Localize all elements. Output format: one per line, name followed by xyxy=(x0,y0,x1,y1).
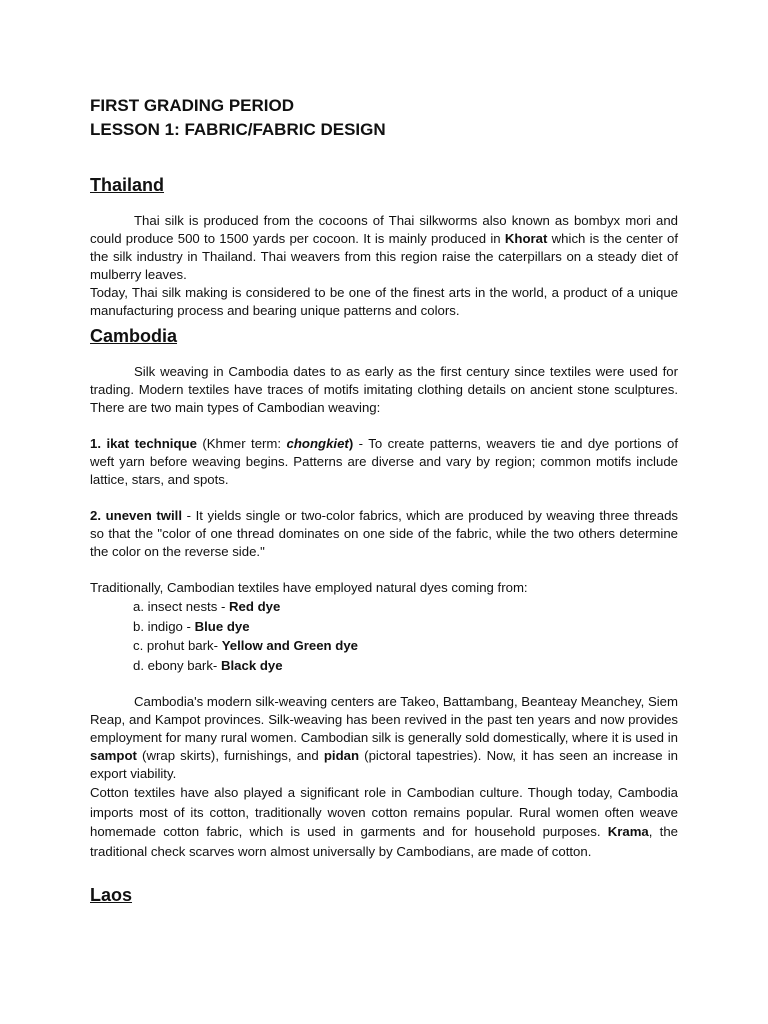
cambodia-heading: Cambodia xyxy=(90,326,178,346)
list-item: d. ebony bark- Black dye xyxy=(133,657,283,673)
thailand-heading: Thailand xyxy=(90,175,165,195)
laos-section xyxy=(90,883,678,907)
ikat-paragraph: 1. ikat technique (Khmer term: chongkiet) - To create patterns, weavers tie and dye portions of weft yarn before weaving begins. Patterns are diverse and vary by region; common motifs include lattice, stars, and spots. xyxy=(90,436,678,487)
list-item: b. indigo - Blue dye xyxy=(133,618,250,634)
khorat-term: Khorat xyxy=(504,231,548,246)
grading-period-title: FIRST GRADING PERIOD xyxy=(90,96,295,115)
list-item: c. prohut bark- Yellow and Green dye xyxy=(133,638,359,653)
laos-heading: Laos xyxy=(90,885,133,905)
list-item: a. insect nests - Red dye xyxy=(133,599,281,614)
lesson-title: LESSON 1: FABRIC/FABRIC DESIGN xyxy=(90,120,386,139)
cambodia-body xyxy=(90,363,678,675)
cambodia-paragraph-4: Cotton textiles have also played a significant role in Cambodian culture. Though today, Cambodia imports most of its cotton, traditionally woven cotton remains popular. Rural women often weave homemade cotton fabric, which is used in garments and for household purposes. Krama, the traditional check scarves worn almost universally by Cambodians, are made of cotton. xyxy=(90,785,678,859)
thailand-paragraph-2: Today, Thai silk making is considered to be one of the finest arts in the world, a product of a unique manufacturing process and bearing unique patterns and colors. xyxy=(90,285,678,318)
thailand-body xyxy=(90,212,678,320)
thailand-section xyxy=(90,173,678,197)
cambodia-body-2 xyxy=(90,693,678,861)
thailand-paragraph-1: Thai silk is produced from the cocoons of Thai silkworms also known as bombyx mori and could produce 500 to 1500 yards per cocoon. It is mainly produced in Khorat which is the center of the silk industry in Thailand. Thai weavers from this region raise the caterpillars on a steady diet of mulberry leaves. xyxy=(90,213,678,282)
document-title-block xyxy=(90,94,678,142)
cambodia-paragraph-3: Cambodia's modern silk-weaving centers are Takeo, Battambang, Beanteay Meanchey, Siem Reap, and Kampot provinces. Silk-weaving has been revived in the past ten years and now provides employment for many rural women. Cambodian silk is generally sold domestically, where it is used in sampot (wrap skirts), furnishings, and pidan (pictoral tapestries). Now, it has seen an increase in export viability. xyxy=(90,694,678,781)
cambodia-paragraph-1: Silk weaving in Cambodia dates to as early as the first century since textiles were used for trading. Modern textiles have traces of motifs imitating clothing details on ancient stone sculptures. There are two main types of Cambodian weaving: xyxy=(90,364,678,415)
twill-paragraph: 2. uneven twill - It yields single or two-color fabrics, which are produced by weaving three threads so that the "color of one thread dominates on one side of the fabric, while the two others determine the color on the reverse side." xyxy=(90,508,678,559)
cambodia-section xyxy=(90,324,678,348)
dyes-intro: Traditionally, Cambodian textiles have employed natural dyes coming from: xyxy=(90,580,528,595)
dyes-list xyxy=(90,597,678,675)
